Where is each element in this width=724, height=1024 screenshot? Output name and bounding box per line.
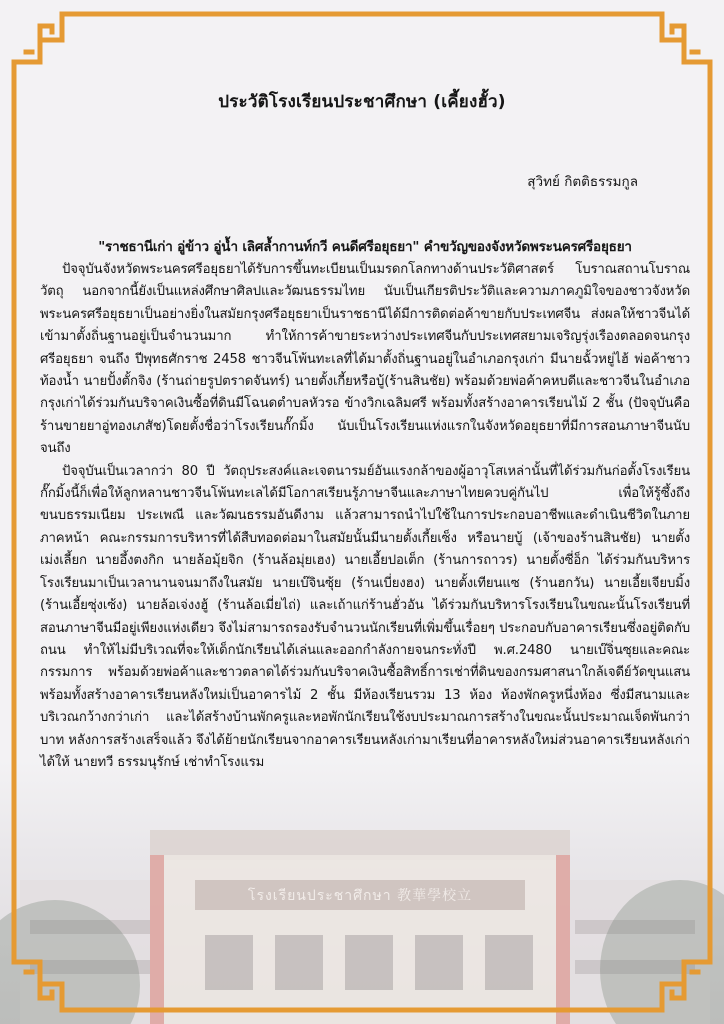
paragraph-2: ปัจจุบันเป็นเวลากว่า 80 ปี วัตถุประสงค์และเจตนารมย์อันแรงกล้าของผู้อาวุโสเหล่านั้นที่ได้ร่วมกันก่อตั้งโรงเรียนกั๊กมิ้งนี้ก็เพื่อให้ลูกหลานชาวจีนโพ้นทะเลได้มีโอกาสเรียนรู้ภาษาจีนและภาษาไทยควบคู่กันไป เพื่อให้รู้ซึ้งถึงขนบธรรมเนียม ประเพณี และวัฒนธรรมอันดีงาม แล้วสามารถนำไปใช้ในการประกอบอาชีพและดำเนินชีวิตในภายภาคหน้า คณะกรรมการบริหารที่ได้สืบทอดต่อมาในสมัยนั้นมีนายตั้งเกี้ยเซ็ง หรือนายบู้ (เจ้าของร้านสินชัย) นายตั้งเม่งเลี้ยก นายอึ้งตงกิก นายล้อมุ้ยจิก (ร้านล้อมุ่ยเฮง) นายเอี้ยปอเต็ก (ร้านการถาวร) นายตั้งซี่อ็ก ได้ร่วมกันบริหารโรงเรียนมาเป็นเวลานานจนมาถึงในสมัย นายเบ๊จินซุ้ย (ร้านเบี่ยงฮง) นายตั้งเทียนแซ (ร้านฮกวัน) นายเอี้ยเจียบมิ้ง (ร้านเอี้ยซุ่งเซ้ง) นายล้อเจ่งงฮู้ (ร้านล้อเมี่ยไถ่) และเถ้าแก่ร้านฮั่วอัน ได้ร่วมกันบริหารโรงเรียนในขณะนั้นโรงเรียนที่สอนภาษาจีนมีอยู่เพียงแห่งเดียว จึงไม่สามารถรองรับจำนวนนักเรียนที่เพิ่มขึ้นเรื่อยๆ ประกอบกับอาคารเรียนซึ่งอยู่ติดกับถนน ทำให้ไม่มีบริเวณที่จะให้เด็กนักเรียนได้เล่นและออกกำลังกายจนกระทั่งปี พ.ศ.2480 นายเบ๊จิ่นซุยและคณะกรรมการ พร้อมด้วยพ่อค้าและชาวตลาดได้ร่วมกันบริจาคเงินซื้อสิทธิ์การเช่าที่ดินของกรมศาสนาใกล้เจดีย์วัดขุนแสน พร้อมทั้งสร้างอาคารเรียนหลังใหม่เป็นอาคารไม้ 2 ชั้น มีห้องเรียนรวม 13 ห้อง ห้องพักครูหนึ่งห้อง ซึ่งมีสนามและบริเวณกว้างกว่าเก่า และได้สร้างบ้านพักครูและหอพักนักเรียนใช้งบประมาณการสร้างในขณะนั้นประมาณเจ็ดพันกว่าบาท หลังการสร้างเสร็จแล้ว จึงได้ย้ายนักเรียนจากอาคารเรียนหลังเก่ามาเรียนที่อาคารหลังใหม่ส่วนอาคารเรียนหลังเก่าได้ให้ นายทวี ธรรมนุรักษ์ เช่าทำโรงแรม (40, 463, 690, 770)
school-building-photo (0, 760, 724, 1024)
paragraph-1: ปัจจุบันจังหวัดพระนครศรีอยุธยาได้รับการขึ้นทะเบียนเป็นมรดกโลกทางด้านประวัติศาสตร์ โบราณสถานโบราณวัตถุ นอกจากนี้ยังเป็นแหล่งศึกษาศิลปและวัฒนธรรมไทย นับเป็นเกียรติประวัติและความภาคภูมิใจของชาวจังหวัดพระนครศรีอยุธยาเป็นอย่างยิ่งในสมัยกรุงศรีอยุธยาเป็นราชธานีได้มีการติดต่อค้าขายกับประเทศจีน ส่งผลให้ชาวจีนได้เข้ามาตั้งถิ่นฐานอยู่เป็นจำนวนมาก ทำให้การค้าขายระหว่างประเทศจีนกับประเทศสยามเจริญรุ่งเรืองตลอดจนกรุงศรีอยุธยา จนถึง ปีพุทธศักราช 2458 ชาวจีนโพ้นทะเลที่ได้มาตั้งถิ่นฐานอยู่ในอำเภอกรุงเก่า มีนายฉั้วหยู่ไฮ้ พ่อค้าชาวท้องน้ำ นายปั้งตั้กจิง (ร้านถ่ายรูปตราดจันทร์) นายตั้งเกี้ยหรือบู้(ร้านสินชัย) พร้อมด้วยพ่อค้าคหบดีและชาวจีนในอำเภอกรุงเก่าได้ร่วมกันบริจาคเงินซื้อที่ดินมีโฉนดตำบลหัวรอ ข้างวิกเฉลิมศรี พร้อมทั้งสร้างอาคารเรียนไม้ 2 ชั้น (ปัจจุบันคือร้านขายยาอู่ทองเภสัช)โดยตั้งชื่อว่าโรงเรียนกั๊กมิ้ง นับเป็นโรงเรียนแห่งแรกในจังหวัดอยุธยาที่มีการสอนภาษาจีนนับจนถึง (40, 262, 690, 457)
document-title: ประวัติโรงเรียนประชาศึกษา (เคี้ยงฮั้ว) (218, 92, 506, 112)
school-sign: โรงเรียนประชาศึกษา 教華學校立 (247, 888, 473, 904)
province-motto: "ราชธานีเก่า อู่ข้าว อู่น้ำ เลิศล้ำกานท์กวี คนดีศรีอยุธยา" คำขวัญของจังหวัดพระนครศรีอยุธยา (98, 239, 632, 255)
document-body (40, 236, 690, 774)
author-name: สุวิทย์ กิตติธรรมกูล (527, 174, 638, 190)
